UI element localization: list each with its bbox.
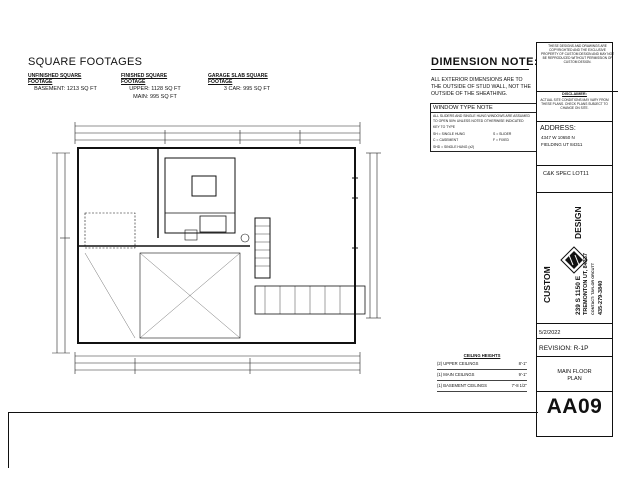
dimension-note-title: DIMENSION NOTE: [431, 56, 539, 68]
ceiling-row-label: (1) BASEMENT CEILINGS [437, 383, 487, 388]
company-logo-cell [537, 195, 612, 324]
ceiling-row-value: 9'-1" [518, 372, 527, 377]
window-type-key: KEY TO TYPE [433, 125, 455, 129]
sheet-name: MAIN FLOOR PLAN [557, 369, 592, 382]
title-block [536, 42, 613, 437]
disclaimer-title: DISCLAIMER: [562, 92, 587, 96]
sheet-border-bottom [8, 412, 538, 413]
key-s: S = SLIDER [493, 131, 512, 136]
finished-block [121, 73, 189, 101]
garage-line1: 3 CAR: 995 SQ FT [223, 86, 271, 92]
finished-header: FINISHED SQUARE FOOTAGE [121, 73, 168, 85]
copyright-notice: THESE DESIGNS AND DRAWINGS ARE COPYRIGHTED AND THE EXCLUSIVE PROPERTY OF CUSTOM DESIGN AND MAY NOT BE REPRODUCED WITHOUT PERMISSION OF CUSTOM DESIGN. [537, 43, 618, 92]
ceiling-heights-table [437, 353, 527, 392]
sheet-date: 5/2/2022 [537, 325, 612, 339]
company-phone: 435-279-3840 [598, 280, 604, 315]
finished-line2: MAIN: 995 SQ FT [133, 94, 177, 100]
address-line1: 4347 W 10650 N [541, 135, 575, 140]
garage-block [208, 73, 286, 93]
ceiling-row-value: 8'-1" [518, 361, 527, 366]
garage-header: GARAGE SLAB SQUARE FOOTAGE [208, 73, 268, 85]
disclaimer-cell [537, 91, 612, 122]
revision: REVISION: R-1P [537, 341, 612, 357]
key-f: F = FIXED [493, 138, 509, 142]
ceiling-heights-title: CEILING HEIGHTS [463, 353, 501, 358]
unfinished-header: UNFINISHED SQUARE FOOTAGE [28, 73, 82, 85]
ceiling-row-label: (2) UPPER CEILINGS [437, 361, 479, 366]
company-name-left: CUSTOM [542, 266, 552, 303]
unfinished-line1: BASEMENT: 1213 SQ FT [34, 86, 97, 92]
ceiling-row [437, 359, 527, 370]
window-type-title: WINDOW TYPE NOTE [431, 104, 536, 113]
company-address-1: 239 S 1150 E [575, 275, 582, 315]
unfinished-block [28, 73, 103, 93]
address-line2: FIELDING UT 84311 [541, 142, 583, 147]
dimension-note-rule [431, 69, 529, 70]
key-shd: SHD = SINGLE HUNG (x2) [433, 144, 475, 149]
address-label: ADDRESS: [540, 125, 576, 132]
ceiling-row-label: (1) MAIN CEILINGS [437, 372, 475, 377]
company-address-2: TREMONTON UT, 84337 [583, 253, 589, 315]
ceiling-row [437, 381, 527, 392]
key-c: C = CASEMENT [433, 138, 459, 142]
project-name: C&K SPEC LOT11 [537, 167, 612, 193]
sheet-code: AA09 [546, 395, 603, 418]
floor-plan-drawing [40, 118, 425, 380]
sheet-name-cell [537, 359, 612, 392]
key-sh: SH = SINGLE HUNG [433, 131, 465, 136]
company-contact: CONTACT: TAYLOR ORCUTT [591, 262, 595, 315]
ceiling-row [437, 370, 527, 381]
sheet-title: SQUARE FOOTAGES [28, 56, 143, 68]
window-type-note [430, 103, 537, 152]
company-name-right: DESIGN [573, 206, 583, 239]
window-type-text: ALL SLIDERS AND SINGLE HUNG WINDOWS ARE ASSUMED TO OPEN 50% UNLESS NOTED OTHERWISE INDICATED [433, 114, 530, 123]
disclaimer-text: ACTUAL SITE CONDITIONS MAY VARY FROM THESE PLANS. CHECK PLANS SUBJECT TO CHANGE ON SITE. [540, 98, 609, 110]
dimension-note-text: ALL EXTERIOR DIMENSIONS ARE TO THE OUTSIDE OF STUD WALL, NOT THE OUTSIDE OF THE SHEATHING. [431, 77, 531, 97]
finished-line1: UPPER: 1128 SQ FT [129, 86, 181, 92]
ceiling-row-value: 7'-8 1/2" [511, 383, 527, 388]
sheet-border-left [8, 412, 9, 468]
address-cell [537, 123, 612, 166]
